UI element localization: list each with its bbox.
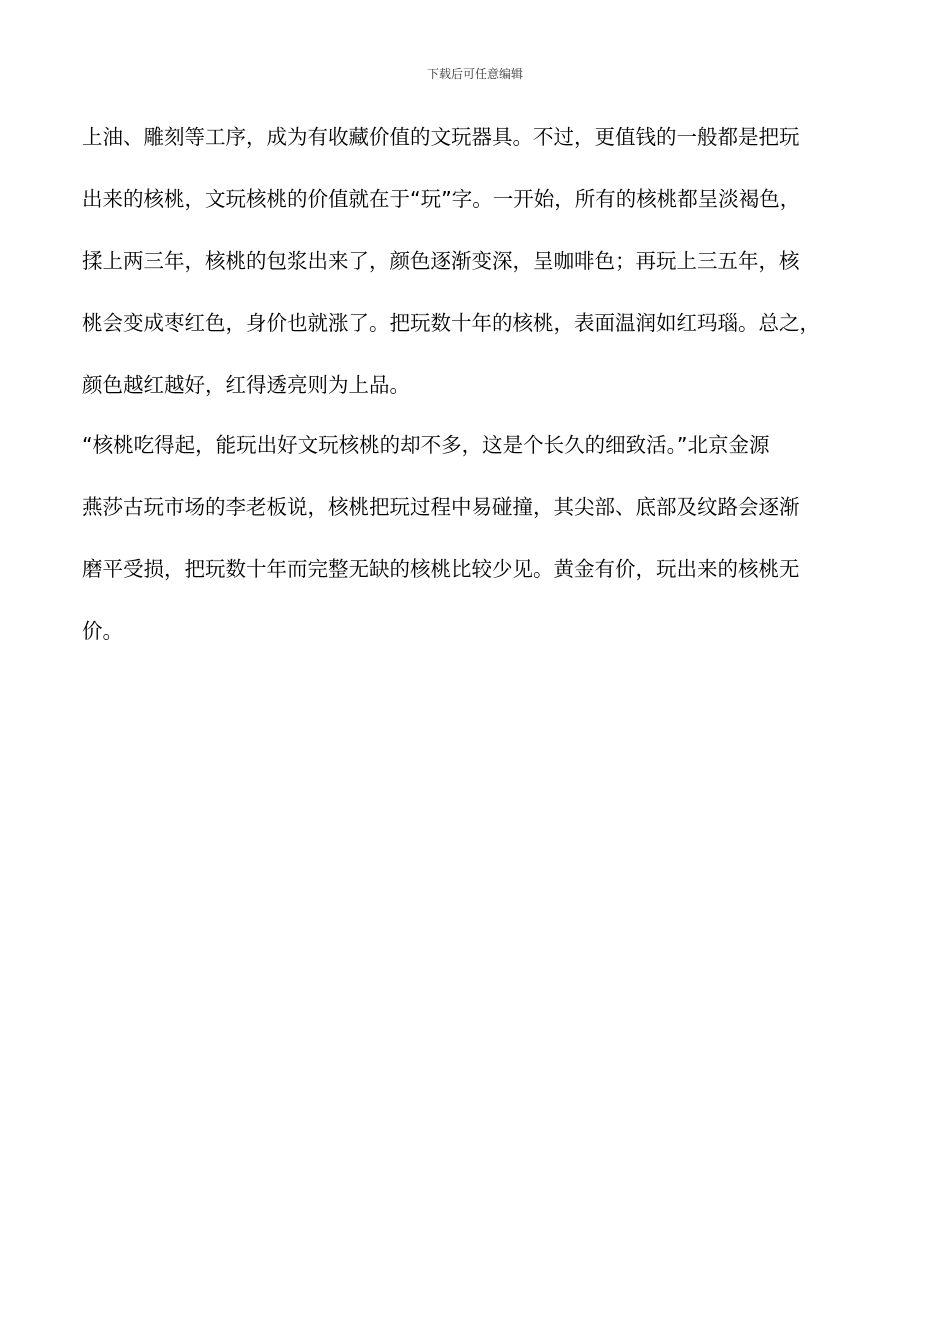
- paragraph-line: 磨平受损，把玩数十年而完整无缺的核桃比较少见。黄金有价，玩出来的核桃无: [82, 557, 800, 581]
- paragraph-line: 桃会变成枣红色，身价也就涨了。把玩数十年的核桃，表面温润如红玛瑙。总之，: [82, 311, 820, 335]
- paragraph-line: 颜色越红越好，红得透亮则为上品。: [82, 373, 410, 397]
- article-body: [82, 116, 882, 672]
- paragraph-line: 价。: [82, 619, 123, 643]
- download-note: 下载后可任意编辑: [426, 67, 523, 81]
- paragraph-line: 出来的核桃，文玩核桃的价值就在于“玩”字。一开始，所有的核桃都呈淡褐色，: [82, 187, 801, 211]
- paragraph-line: 揉上两三年，核桃的包浆出来了，颜色逐渐变深，呈咖啡色；再玩上三五年，核: [82, 249, 800, 273]
- paragraph-line: 燕莎古玩市场的李老板说，核桃把玩过程中易碰撞，其尖部、底部及纹路会逐渐: [82, 495, 800, 519]
- paragraph-line: “核桃吃得起，能玩出好文玩核桃的却不多，这是个长久的细致活。”北京金源: [82, 433, 770, 457]
- paragraph-line: 上油、雕刻等工序，成为有收藏价值的文玩器具。不过，更值钱的一般都是把玩: [82, 125, 800, 149]
